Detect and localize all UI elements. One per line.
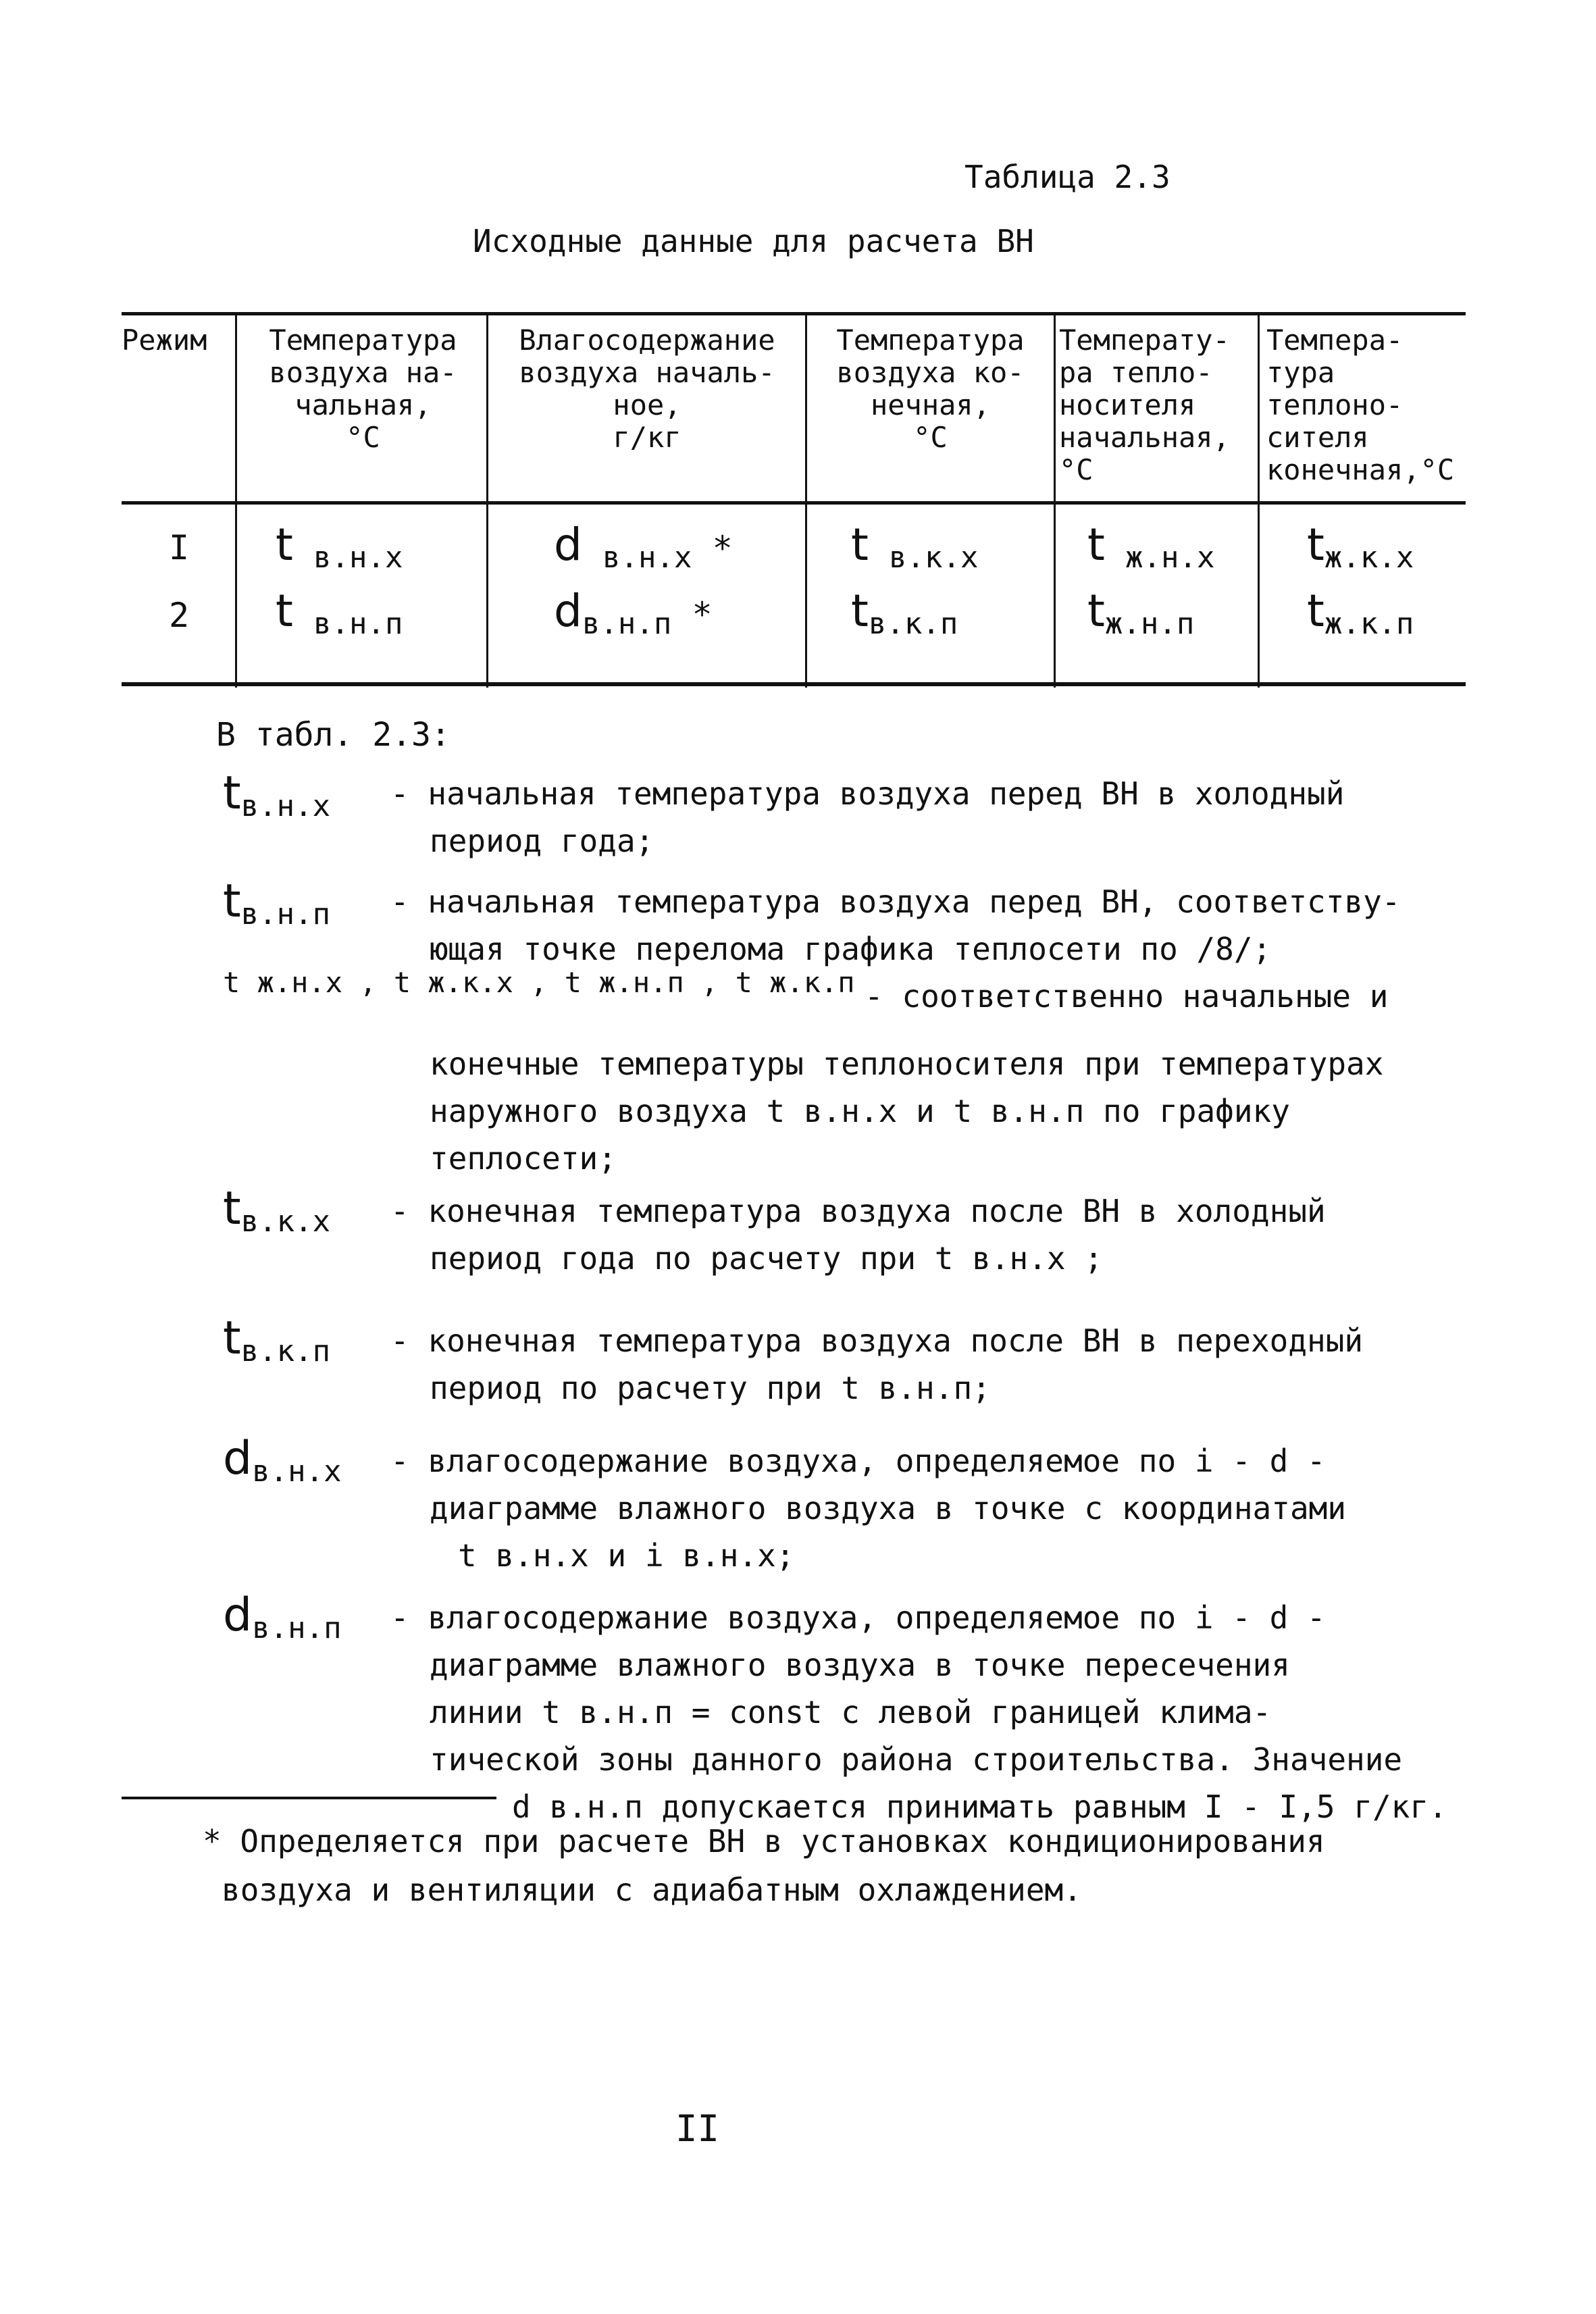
cell-t-vnp: t $_{в.н.п}$ xyxy=(276,585,403,641)
cell-t-vnh: t $_{в.н.х}$ xyxy=(276,519,403,575)
cell-t-zhkh: $t_{ж.к.х}$ xyxy=(1307,519,1414,575)
def-symbol-group: t ж.н.х , t ж.к.х , t ж.н.п , t ж.к.п xyxy=(223,966,855,999)
table-caption: Таблица 2.3 xyxy=(964,159,1170,195)
header-mode: Режим xyxy=(122,324,207,357)
header-temp-carrier-initial: Температу- ра тепло- носителя начальная, °С xyxy=(1059,324,1230,486)
cell-t-zhkp: $t_{ж.к.п}$ xyxy=(1307,585,1414,641)
header-temp-air-final: Температура воздуха ко- нечная, °С xyxy=(836,324,1025,454)
cell-t-vkh: t $_{в.к.х}$ xyxy=(851,519,979,575)
cell-d-vnh: d $_{в.н.х}$ * xyxy=(554,519,733,575)
cell-t-vkp: $t_{в.к.п}$ xyxy=(851,585,958,641)
col-divider xyxy=(805,312,807,688)
def-symbol: $d_{в.н.п}$ xyxy=(223,1589,342,1645)
row-mode: I xyxy=(168,528,190,567)
cell-t-zhnp: $t_{ж.н.п}$ xyxy=(1087,585,1195,641)
page-number: II xyxy=(675,2107,720,2150)
def-text: - влагосодержание воздуха, определяемое по i - d - диаграмме влажного воздуха в точке с координатами t в.н.х и i в.н.х; xyxy=(390,1443,1347,1574)
col-divider xyxy=(1258,312,1260,688)
intro-text: В табл. 2.3: xyxy=(216,716,451,754)
col-divider xyxy=(486,312,488,688)
header-temp-air-initial: Температура воздуха на- чальная, °С xyxy=(269,324,457,454)
footnote: * Определяется при расчете ВН в установках кондиционирования воздуха и вентиляции с адиабатным охлаждением. xyxy=(203,1823,1325,1908)
header-moisture-initial: Влагосодержание воздуха началь- ное, г/кг xyxy=(519,324,775,454)
def-text: - соответственно начальные и xyxy=(865,978,1389,1014)
def-symbol: $d_{в.н.х}$ xyxy=(223,1432,342,1489)
cell-d-vnp: $d_{в.н.п}$ * xyxy=(554,585,713,641)
footnote-rule xyxy=(122,1797,496,1799)
table-title: Исходные данные для расчета ВН xyxy=(473,223,1034,259)
col-divider xyxy=(1054,312,1056,688)
def-text: - конечная температура воздуха после ВН в холодный период года по расчету при t в.н.х ; xyxy=(390,1193,1326,1277)
def-text: - начальная температура воздуха перед ВН, соответству- ющая точке перелома графика теплосети по /8/; xyxy=(390,883,1401,967)
table-header-rule xyxy=(122,501,1466,505)
def-text: конечные температуры теплоносителя при температурах наружного воздуха t в.н.х и t в.н.п по графику теплосети; xyxy=(430,1046,1384,1177)
row-mode: 2 xyxy=(168,596,190,635)
table-bottom-rule xyxy=(122,682,1466,686)
header-temp-carrier-final: Темпера- тура теплоно- сителя конечная,°С xyxy=(1266,324,1455,486)
def-text: - влагосодержание воздуха, определяемое по i - d - диаграмме влажного воздуха в точке пересечения линии t в.н.п = const с левой границей клима- тической зоны данного района строительства. Значение d в.н.п допускается принимать равным I - I,5 г/кг. xyxy=(390,1599,1447,1825)
def-symbol: $t_{в.н.п}$ xyxy=(223,875,331,931)
cell-t-zhnh: t $_{ж.н.х}$ xyxy=(1087,519,1215,575)
data-table xyxy=(122,312,1466,688)
def-text: - начальная температура воздуха перед ВН в холодный период года; xyxy=(390,775,1345,859)
def-text: - конечная температура воздуха после ВН в переходный период по расчету при t в.н.п; xyxy=(390,1322,1364,1406)
def-symbol: $t_{в.н.х}$ xyxy=(223,767,331,823)
table-top-rule xyxy=(122,312,1466,315)
def-symbol: $t_{в.к.х}$ xyxy=(223,1182,331,1239)
def-symbol: $t_{в.к.п}$ xyxy=(223,1312,331,1368)
